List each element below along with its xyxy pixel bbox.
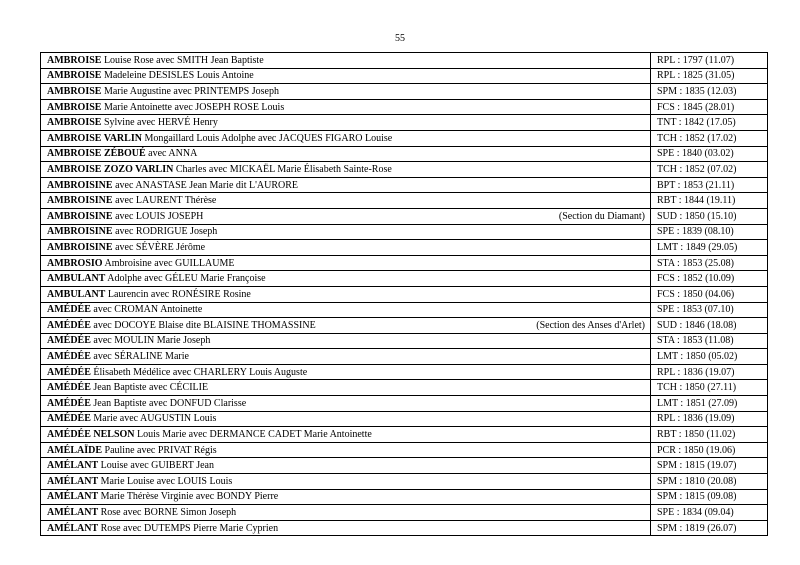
- union-details: Pauline avec PRIVAT Régis: [104, 444, 217, 456]
- names-cell: [41, 162, 651, 178]
- names-cell: [41, 505, 651, 521]
- registry-reference: SPE : 1834 (09.04): [651, 505, 768, 521]
- surname: AMBROISE ZOZO VARLIN: [47, 163, 174, 175]
- union-details: Adolphe avec GÉLEU Marie Françoise: [107, 273, 266, 285]
- surname: AMÉDÉE: [47, 304, 91, 316]
- union-details: Marie Antoinette avec JOSEPH ROSE Louis: [103, 101, 285, 113]
- union-details: avec DOCOYE Blaise dite BLAISINE THOMASSINE: [93, 319, 316, 331]
- table-row: [41, 286, 768, 302]
- union-details: Louise avec GUIBERT Jean: [100, 460, 214, 472]
- registry-reference: LMT : 1849 (29.05): [651, 240, 768, 256]
- registry-reference: STA : 1853 (25.08): [651, 255, 768, 271]
- registry-reference: TCH : 1852 (07.02): [651, 162, 768, 178]
- table-row: [41, 255, 768, 271]
- registry-reference: RPL : 1836 (19.07): [651, 364, 768, 380]
- union-details: Mongaillard Louis Adolphe avec JACQUES FIGARO Louise: [144, 132, 393, 144]
- names-cell: [41, 489, 651, 505]
- names-cell: [41, 240, 651, 256]
- table-row: [41, 162, 768, 178]
- union-details: avec MOULIN Marie Joseph: [93, 335, 211, 347]
- registry-reference: SPM : 1810 (20.08): [651, 474, 768, 490]
- registry-reference: FCS : 1850 (04.06): [651, 286, 768, 302]
- union-details: avec ANNA: [148, 148, 198, 160]
- table-row: [41, 193, 768, 209]
- surname: AMBULANT: [47, 288, 106, 300]
- surname: AMBROSIO: [47, 257, 103, 269]
- surname: AMÉLANT: [47, 507, 99, 519]
- registry-reference: SPM : 1815 (19.07): [651, 458, 768, 474]
- surname: AMÉLAÏDE: [47, 444, 103, 456]
- names-cell: [41, 411, 651, 427]
- surname: AMÉDÉE: [47, 366, 91, 378]
- section-note: (Section du Diamant): [558, 210, 645, 222]
- table-row: [41, 146, 768, 162]
- registry-reference: SUD : 1850 (15.10): [651, 208, 768, 224]
- surname: AMÉLANT: [47, 460, 99, 472]
- surname: AMBROISE: [47, 70, 102, 82]
- surname: AMBROISE: [47, 101, 102, 113]
- surname: AMBULANT: [47, 273, 106, 285]
- names-cell: [41, 68, 651, 84]
- surname: AMÉDÉE: [47, 351, 91, 363]
- surname: AMBROISE: [47, 54, 102, 66]
- table-row: [41, 411, 768, 427]
- names-cell: [41, 380, 651, 396]
- registry-reference: SUD : 1846 (18.08): [651, 318, 768, 334]
- section-note: (Section des Anses d'Arlet): [536, 319, 645, 331]
- table-row: [41, 474, 768, 490]
- table-row: [41, 333, 768, 349]
- names-cell: [41, 193, 651, 209]
- table-row: [41, 240, 768, 256]
- union-details: Élisabeth Médélice avec CHARLERY Louis Auguste: [93, 366, 308, 378]
- registry-reference: LMT : 1850 (05.02): [651, 349, 768, 365]
- names-cell: [41, 333, 651, 349]
- surname: AMÉDÉE: [47, 413, 91, 425]
- surname: AMÉDÉE NELSON: [47, 429, 135, 441]
- surname: AMBROISINE: [47, 241, 113, 253]
- registry-reference: TCH : 1850 (27.11): [651, 380, 768, 396]
- names-cell: [41, 302, 651, 318]
- union-details: Marie Thérèse Virginie avec BONDY Pierre: [100, 491, 279, 503]
- table-row: [41, 99, 768, 115]
- union-details: Marie Augustine avec PRINTEMPS Joseph: [103, 85, 279, 97]
- registry-reference: SPM : 1835 (12.03): [651, 84, 768, 100]
- names-cell: [41, 53, 651, 69]
- names-cell: [41, 349, 651, 365]
- registry-reference: SPE : 1839 (08.10): [651, 224, 768, 240]
- table-row: [41, 177, 768, 193]
- table-row: [41, 68, 768, 84]
- table-row: [41, 458, 768, 474]
- union-details: Rose avec DUTEMPS Pierre Marie Cyprien: [100, 522, 279, 534]
- table-row: [41, 349, 768, 365]
- union-details: avec CROMAN Antoinette: [93, 304, 203, 316]
- table-row: [41, 396, 768, 412]
- union-details: Marie Louise avec LOUIS Louis: [100, 475, 233, 487]
- union-details: Jean Baptiste avec CÉCILIE: [93, 382, 209, 394]
- table-row: [41, 208, 768, 224]
- names-cell: [41, 427, 651, 443]
- union-details: avec RODRIGUE Joseph: [115, 226, 218, 238]
- union-details: Sylvine avec HERVÉ Henry: [103, 117, 218, 129]
- names-cell: [41, 318, 651, 334]
- names-cell: [41, 271, 651, 287]
- surname: AMBROISE: [47, 117, 102, 129]
- registry-reference: LMT : 1851 (27.09): [651, 396, 768, 412]
- registry-reference: SPM : 1819 (26.07): [651, 520, 768, 536]
- registry-reference: SPE : 1853 (07.10): [651, 302, 768, 318]
- names-cell: [41, 442, 651, 458]
- table-row: [41, 520, 768, 536]
- table-row: [41, 53, 768, 69]
- surname: AMBROISINE: [47, 179, 113, 191]
- page-number: 55: [395, 33, 405, 44]
- union-details: Rose avec BORNE Simon Joseph: [100, 507, 237, 519]
- union-details: avec SÉVÈRE Jérôme: [115, 241, 206, 253]
- registry-reference: TCH : 1852 (17.02): [651, 130, 768, 146]
- union-details: Madeleine DESISLES Louis Antoine: [103, 70, 254, 82]
- registry-reference: TNT : 1842 (17.05): [651, 115, 768, 131]
- registry-reference: STA : 1853 (11.08): [651, 333, 768, 349]
- registry-reference: RPL : 1797 (11.07): [651, 53, 768, 69]
- table-row: [41, 84, 768, 100]
- table-row: [41, 442, 768, 458]
- registry-reference: FCS : 1845 (28.01): [651, 99, 768, 115]
- table-row: [41, 318, 768, 334]
- names-cell: [41, 115, 651, 131]
- names-cell: [41, 286, 651, 302]
- surname: AMBROISINE: [47, 226, 113, 238]
- names-cell: [41, 396, 651, 412]
- names-cell: [41, 364, 651, 380]
- surname: AMBROISINE: [47, 195, 113, 207]
- surname: AMÉLANT: [47, 522, 99, 534]
- union-details: Jean Baptiste avec DONFUD Clarisse: [93, 397, 247, 409]
- union-details: Louise Rose avec SMITH Jean Baptiste: [103, 54, 264, 66]
- surname: AMBROISE ZÉBOUÉ: [47, 148, 146, 160]
- registry-reference: SPM : 1815 (09.08): [651, 489, 768, 505]
- registry-reference: RBT : 1850 (11.02): [651, 427, 768, 443]
- table-row: [41, 224, 768, 240]
- names-cell: [41, 520, 651, 536]
- registry-reference: BPT : 1853 (21.11): [651, 177, 768, 193]
- union-details: Ambroisine avec GUILLAUME: [104, 257, 235, 269]
- table-row: [41, 302, 768, 318]
- table-row: [41, 364, 768, 380]
- union-details: Louis Marie avec DERMANCE CADET Marie Antoinette: [137, 429, 372, 441]
- registry-table-body: [41, 53, 768, 536]
- registry-reference: RBT : 1844 (19.11): [651, 193, 768, 209]
- union-details: avec ANASTASE Jean Marie dit L'AURORE: [115, 179, 298, 191]
- names-cell: [41, 224, 651, 240]
- table-row: [41, 489, 768, 505]
- registry-reference: SPE : 1840 (03.02): [651, 146, 768, 162]
- union-details: Laurencin avec RONÉSIRE Rosine: [107, 288, 251, 300]
- names-cell: [41, 130, 651, 146]
- table-row: [41, 427, 768, 443]
- surname: AMÉDÉE: [47, 397, 91, 409]
- table-row: [41, 380, 768, 396]
- table-row: [41, 271, 768, 287]
- names-cell: [41, 474, 651, 490]
- names-cell: [41, 146, 651, 162]
- names-cell: [41, 84, 651, 100]
- names-cell: [41, 177, 651, 193]
- names-cell: [41, 255, 651, 271]
- names-cell: [41, 458, 651, 474]
- surname: AMÉLANT: [47, 491, 99, 503]
- surname: AMBROISINE: [47, 210, 113, 222]
- union-details: avec LOUIS JOSEPH: [115, 210, 204, 222]
- union-details: Marie avec AUGUSTIN Louis: [93, 413, 217, 425]
- union-details: avec LAURENT Thérèse: [115, 195, 217, 207]
- union-details: avec SÉRALINE Marie: [93, 351, 189, 363]
- registry-table: [40, 52, 768, 536]
- names-cell: [41, 99, 651, 115]
- union-details: Charles avec MICKAËL Marie Élisabeth Sainte-Rose: [175, 163, 392, 175]
- surname: AMÉDÉE: [47, 382, 91, 394]
- table-row: [41, 130, 768, 146]
- names-cell: [41, 208, 651, 224]
- surname: AMÉLANT: [47, 475, 99, 487]
- registry-reference: RPL : 1825 (31.05): [651, 68, 768, 84]
- surname: AMÉDÉE: [47, 319, 91, 331]
- table-row: [41, 505, 768, 521]
- registry-reference: PCR : 1850 (19.06): [651, 442, 768, 458]
- surname: AMBROISE VARLIN: [47, 132, 142, 144]
- registry-reference: FCS : 1852 (10.09): [651, 271, 768, 287]
- table-row: [41, 115, 768, 131]
- surname: AMÉDÉE: [47, 335, 91, 347]
- surname: AMBROISE: [47, 85, 102, 97]
- registry-reference: RPL : 1836 (19.09): [651, 411, 768, 427]
